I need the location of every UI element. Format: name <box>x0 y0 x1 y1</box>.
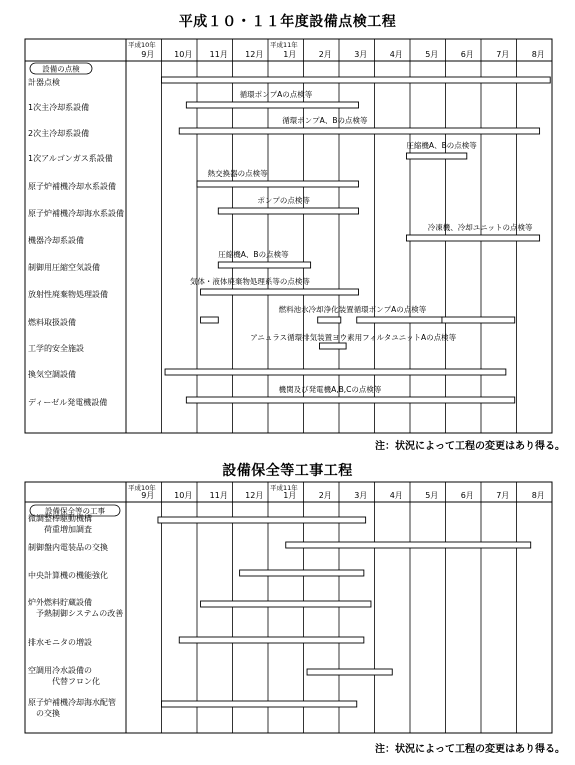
month-label: 1月 <box>283 491 297 500</box>
era-label-h10: 平成10年 <box>128 41 156 49</box>
row-label: 原子炉補機冷却海水配管 <box>28 698 116 707</box>
month-label: 7月 <box>496 50 510 59</box>
month-label: 5月 <box>425 50 439 59</box>
row-label: の交換 <box>28 709 60 718</box>
bar-annotation: 熱交換器の点検等 <box>207 169 268 178</box>
month-label: 12月 <box>245 491 264 500</box>
row-label: 微調整棒駆動機構 <box>28 514 92 523</box>
bar-annotation: 冷凍機、冷却ユニットの点検等 <box>427 223 533 232</box>
bar-annotation: ポンプの点検等 <box>257 196 310 205</box>
inspection-schedule-note: 注：状況によって工程の変更はあり得る。 <box>375 441 565 452</box>
row-label: 工学的安全施設 <box>28 344 84 353</box>
bar-annotation: 気体・液体廃棄物処理系等の点検等 <box>189 277 310 286</box>
row-label: 中央計算機の機能強化 <box>28 571 108 580</box>
era-label-h11: 平成11年 <box>270 41 298 49</box>
month-label: 4月 <box>389 50 403 59</box>
row-label: 排水モニタの増設 <box>28 638 92 647</box>
schedule-bar <box>162 701 357 707</box>
month-label: 10月 <box>174 491 193 500</box>
month-label: 3月 <box>354 491 368 500</box>
schedule-bar <box>201 601 371 607</box>
row-label: 燃料取扱設備 <box>28 318 76 327</box>
row-label: 機器冷却系設備 <box>28 236 84 245</box>
row-label: 空調用冷水設備の <box>28 666 92 675</box>
row-label: 2次主冷却系設備 <box>28 129 90 138</box>
row-label: ディーゼル発電機設備 <box>28 398 108 407</box>
row-label: 制御用圧縮空気設備 <box>28 263 100 272</box>
bar-annotation: 機関及び発電機A,B,Cの点検等 <box>278 385 382 394</box>
row-label: 換気空調設備 <box>28 370 76 379</box>
row-label: 1次アルゴンガス系設備 <box>28 154 113 163</box>
row-label: 計器点検 <box>28 78 60 87</box>
category-label: 設備保全等の工事 <box>45 506 105 516</box>
month-label: 5月 <box>425 491 439 500</box>
bar-annotation: 圧縮機A、Bの点検等 <box>406 141 477 150</box>
bar-annotation: 循環ポンプAの点検等 <box>239 90 313 99</box>
row-label: 炉外燃料貯蔵設備 <box>28 598 92 607</box>
schedule-bar <box>307 669 392 675</box>
month-label: 10月 <box>174 50 193 59</box>
maintenance-schedule-title: 設備保全等工事工程 <box>222 463 353 479</box>
month-label: 6月 <box>460 50 474 59</box>
era-label-h10: 平成10年 <box>128 484 156 492</box>
row-label: 原子炉補機冷却水系設備 <box>28 182 116 191</box>
row-label: 代替フロン化 <box>28 677 100 686</box>
month-label: 9月 <box>141 50 155 59</box>
row-label: 原子炉補機冷却海水系設備 <box>28 209 124 218</box>
month-label: 4月 <box>389 491 403 500</box>
schedule-bar <box>158 517 366 523</box>
month-label: 11月 <box>209 491 228 500</box>
era-label-h11: 平成11年 <box>270 484 298 492</box>
month-label: 6月 <box>460 491 474 500</box>
row-label: 制御盤内電装品の交換 <box>28 543 108 552</box>
month-label: 8月 <box>531 50 545 59</box>
row-label: 1次主冷却系設備 <box>28 103 90 112</box>
month-label: 9月 <box>141 491 155 500</box>
bar-annotation: 燃料池水冷却浄化装置循環ポンプAの点検等 <box>278 305 427 314</box>
month-label: 2月 <box>318 50 332 59</box>
inspection-schedule-title: 平成１０・１１年度設備点検工程 <box>178 14 397 30</box>
bar-annotation: アニュラス循環排気装置ヨウ素用フィルタユニットAの点検等 <box>250 333 457 342</box>
schedule-bar <box>179 637 364 643</box>
month-label: 11月 <box>209 50 228 59</box>
row-label: 荷重増加調査 <box>28 525 92 534</box>
schedule-bar <box>286 542 531 548</box>
bar-annotation: 圧縮機A、Bの点検等 <box>218 250 289 259</box>
month-label: 8月 <box>531 491 545 500</box>
month-label: 2月 <box>318 491 332 500</box>
month-label: 12月 <box>245 50 264 59</box>
row-label: 予熱制御システムの改善 <box>28 609 124 618</box>
schedule-bar <box>240 570 364 576</box>
bar-annotation: 循環ポンプA、Bの点検等 <box>282 116 368 125</box>
maintenance-schedule-note: 注：状況によって工程の変更はあり得る。 <box>375 744 565 755</box>
category-label: 設備の点検 <box>42 64 80 74</box>
month-label: 3月 <box>354 50 368 59</box>
month-label: 1月 <box>283 50 297 59</box>
row-label: 放射性廃棄物処理設備 <box>28 290 108 299</box>
month-label: 7月 <box>496 491 510 500</box>
